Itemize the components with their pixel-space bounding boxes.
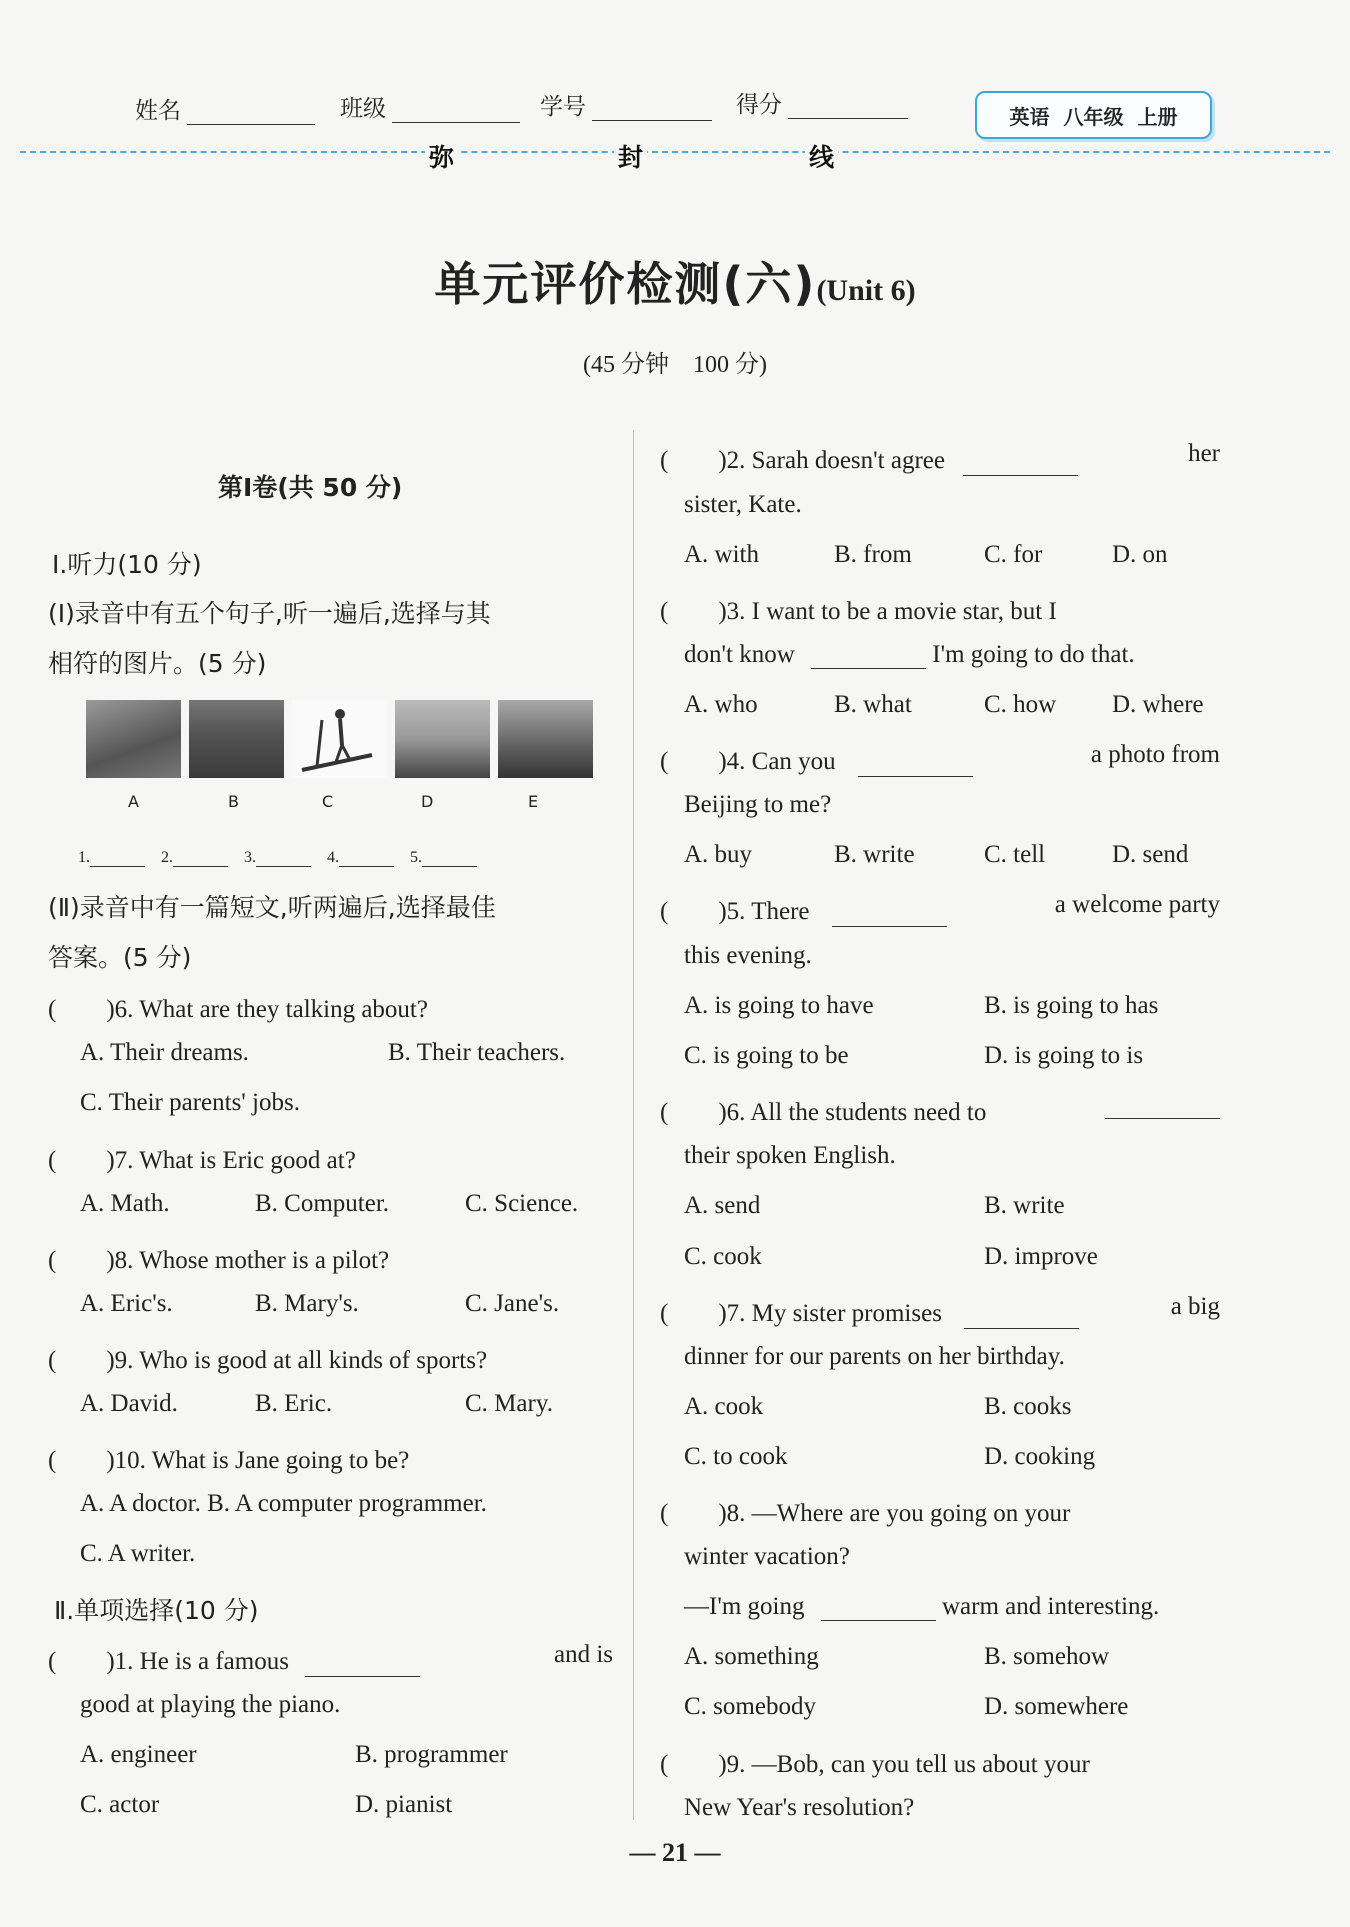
choice-q6-blank[interactable] <box>1105 1096 1220 1119</box>
pic-label-d: D <box>421 792 434 811</box>
option-c[interactable]: C. Jane's. <box>465 1290 560 1317</box>
choice-q9-line2: New Year's resolution? <box>684 1794 915 1821</box>
choice-q8-options-ab <box>684 1643 1109 1671</box>
seal-word-3: 线 <box>805 138 838 174</box>
seal-line <box>20 151 1330 155</box>
title-duration-score: (45 分钟 100 分) <box>583 352 767 378</box>
option-c[interactable]: C. for <box>984 541 1043 568</box>
option-b[interactable]: B. Computer. <box>255 1190 390 1217</box>
choice-q1-line2: good at playing the piano. <box>80 1691 341 1718</box>
option-b[interactable]: B. Eric. <box>255 1390 333 1417</box>
listening-q8: ( )8. Whose mother is a pilot? <box>48 1247 390 1274</box>
choice-q1-options-ab <box>80 1741 508 1769</box>
option-a[interactable]: A. David. <box>80 1390 178 1417</box>
choice-q1-line1: ( )1. He is a famous and is <box>48 1641 613 1675</box>
choice-q4-line1: ( )4. Can you a photo from <box>660 741 1220 775</box>
picture-c-treadmill <box>292 700 387 778</box>
listening-sec2-line1: (Ⅱ)录音中有一篇短文,听两遍后,选择最佳 <box>48 893 496 922</box>
option-b[interactable]: B. Their teachers. <box>388 1039 566 1066</box>
seal-word-2: 封 <box>614 138 647 174</box>
option-b[interactable]: B. somehow <box>984 1643 1109 1670</box>
page-number: — 21 — <box>629 1838 721 1867</box>
choice-q4-line2: Beijing to me? <box>684 791 832 818</box>
choice-q5-line1: ( )5. There a welcome party <box>660 891 1220 925</box>
pic-label-e: E <box>528 792 539 811</box>
option-c[interactable]: C. how <box>984 691 1057 718</box>
option-a[interactable]: A. buy <box>684 841 753 868</box>
choice-heading: Ⅱ.单项选择(10 分) <box>54 1596 259 1625</box>
listening-sec1-line2: 相符的图片。(5 分) <box>48 649 267 678</box>
choice-q4-options <box>684 841 1189 869</box>
choice-q6-options-cd <box>684 1243 1098 1271</box>
choice-q2-options <box>684 541 1168 569</box>
option-d[interactable]: D. on <box>1112 541 1168 568</box>
volume-label: 上册 <box>1137 104 1178 129</box>
option-c[interactable]: C. tell <box>984 841 1046 868</box>
option-c[interactable]: C. is going to be <box>684 1042 849 1069</box>
listening-q7-options <box>80 1190 579 1218</box>
score-label: 得分 <box>736 92 782 118</box>
choice-q5-options-cd <box>684 1042 1144 1070</box>
option-d[interactable]: D. send <box>1112 841 1189 868</box>
choice-q7-options-cd <box>684 1443 1096 1471</box>
option-c[interactable]: C. actor <box>80 1791 160 1818</box>
option-b[interactable]: B. from <box>834 541 912 568</box>
choice-q7-line1: ( )7. My sister promises a big <box>660 1293 1220 1327</box>
choice-q7-line2: dinner for our parents on her birthday. <box>684 1343 1065 1370</box>
option-c[interactable]: C. somebody <box>684 1693 816 1720</box>
name-field[interactable] <box>135 92 315 125</box>
choice-q8-line2: winter vacation? <box>684 1543 850 1570</box>
choice-q2-blank[interactable] <box>963 453 1078 476</box>
choice-q5-line2: this evening. <box>684 942 812 969</box>
answer-5[interactable]: 5. <box>410 849 477 866</box>
option-c[interactable]: C. to cook <box>684 1443 788 1470</box>
choice-q8-line3: —I'm going warm and interesting. <box>684 1593 1160 1620</box>
answer-4[interactable]: 4. <box>327 849 394 866</box>
option-c[interactable]: C. Science. <box>465 1190 579 1217</box>
option-b[interactable]: B. write <box>984 1192 1065 1219</box>
choice-q2-line1: ( )2. Sarah doesn't agree her <box>660 440 1220 474</box>
picture-d-photographer <box>395 700 490 778</box>
score-field[interactable] <box>736 86 908 119</box>
option-d[interactable]: D. where <box>1112 691 1204 718</box>
part1-heading: 第Ⅰ卷(共 50 分) <box>218 473 403 502</box>
choice-q6-options-ab <box>684 1192 1065 1220</box>
listening-q8-options <box>80 1290 560 1318</box>
seal-word-1: 弥 <box>425 138 458 174</box>
title-unit: (Unit 6) <box>816 274 916 307</box>
choice-q5-blank[interactable] <box>832 904 947 927</box>
choice-q3-line2: don't know I'm going to do that. <box>684 641 1135 668</box>
listening-q10: ( )10. What is Jane going to be? <box>48 1447 410 1474</box>
option-a[interactable]: A. cook <box>684 1393 764 1420</box>
option-b[interactable]: B. Mary's. <box>255 1290 359 1317</box>
page-title <box>0 248 1350 314</box>
student-id-label: 学号 <box>540 94 586 120</box>
subject-label: 英语 <box>1009 104 1050 129</box>
option-b[interactable]: B. programmer <box>355 1741 508 1768</box>
option-a[interactable]: A. who <box>684 691 758 718</box>
pic-label-b: B <box>228 792 239 811</box>
listening-q9-options <box>80 1390 553 1418</box>
option-d[interactable]: D. pianist <box>355 1791 453 1818</box>
column-divider <box>633 430 634 1820</box>
option-c[interactable]: C. Mary. <box>465 1390 553 1417</box>
choice-q3-blank[interactable] <box>811 646 926 669</box>
option-a[interactable]: A. with <box>684 541 759 568</box>
class-field[interactable] <box>340 90 520 123</box>
option-b[interactable]: B. what <box>834 691 912 718</box>
listening-sec2-line2: 答案。(5 分) <box>48 943 192 972</box>
option-a[interactable]: A. Eric's. <box>80 1290 173 1317</box>
option-a[interactable]: A. send <box>684 1192 761 1219</box>
option-a[interactable]: A. something <box>684 1643 819 1670</box>
picture-a-boy-sitting <box>86 700 181 778</box>
picture-e-big-ben <box>498 700 593 778</box>
choice-q8-blank[interactable] <box>821 1598 936 1621</box>
answer-blanks <box>78 849 477 867</box>
choice-q1-options-cd <box>80 1791 453 1819</box>
title-main: 单元评价检测(六) <box>434 257 817 311</box>
option-d[interactable]: D. improve <box>984 1243 1098 1270</box>
choice-q5-options-ab <box>684 992 1159 1020</box>
option-b[interactable]: B. write <box>834 841 915 868</box>
choice-q7-blank[interactable] <box>964 1306 1079 1329</box>
listening-q7: ( )7. What is Eric good at? <box>48 1147 356 1174</box>
option-d[interactable]: D. cooking <box>984 1443 1096 1470</box>
choice-q3-options <box>684 691 1204 719</box>
option-b[interactable]: B. cooks <box>984 1393 1072 1420</box>
answer-2[interactable]: 2. <box>161 849 228 866</box>
choice-q6-line1: ( )6. All the students need to <box>660 1092 1220 1128</box>
listening-q6: ( )6. What are they talking about? <box>48 996 428 1023</box>
listening-heading: Ⅰ.听力(10 分) <box>52 550 202 579</box>
option-c[interactable]: C. Their parents' jobs. <box>80 1089 300 1116</box>
option-a[interactable]: A. Math. <box>80 1190 170 1217</box>
choice-q1-blank[interactable] <box>305 1654 420 1677</box>
option-c[interactable]: C. cook <box>684 1243 762 1270</box>
grade-label: 八年级 <box>1063 104 1124 129</box>
class-label: 班级 <box>340 96 386 122</box>
listening-q6-options-ab <box>80 1039 610 1067</box>
option-a[interactable]: A. Their dreams. <box>80 1039 249 1066</box>
pic-label-a: A <box>128 792 139 811</box>
listening-q10-options-ab[interactable]: A. A doctor. B. A computer programmer. <box>80 1490 487 1517</box>
choice-q8-options-cd <box>684 1693 1129 1721</box>
choice-q8-line1: ( )8. —Where are you going on your <box>660 1500 1071 1527</box>
listening-pictures <box>86 700 593 778</box>
listening-q9: ( )9. Who is good at all kinds of sports? <box>48 1347 488 1374</box>
choice-q6-line2: their spoken English. <box>684 1142 896 1169</box>
listening-sec1-line1: (Ⅰ)录音中有五个句子,听一遍后,选择与其 <box>48 599 491 628</box>
option-b[interactable]: B. is going to has <box>984 992 1159 1019</box>
choice-q4-blank[interactable] <box>858 754 973 777</box>
choice-q9-line1: ( )9. —Bob, can you tell us about your <box>660 1751 1090 1778</box>
option-a[interactable]: A. engineer <box>80 1741 197 1768</box>
name-label: 姓名 <box>135 98 181 124</box>
subject-badge <box>975 91 1212 139</box>
pic-label-c: C <box>322 792 334 811</box>
option-d[interactable]: D. somewhere <box>984 1693 1129 1720</box>
answer-1[interactable]: 1. <box>78 849 145 866</box>
student-id-field[interactable] <box>540 88 712 121</box>
option-d[interactable]: D. is going to is <box>984 1042 1144 1069</box>
option-a[interactable]: A. is going to have <box>684 992 874 1019</box>
picture-b-garden <box>189 700 284 778</box>
choice-q3-line1: ( )3. I want to be a movie star, but I <box>660 598 1057 625</box>
answer-3[interactable]: 3. <box>244 849 311 866</box>
choice-q7-options-ab <box>684 1393 1072 1421</box>
choice-q2-line2: sister, Kate. <box>684 491 802 518</box>
option-c[interactable]: C. A writer. <box>80 1540 196 1567</box>
